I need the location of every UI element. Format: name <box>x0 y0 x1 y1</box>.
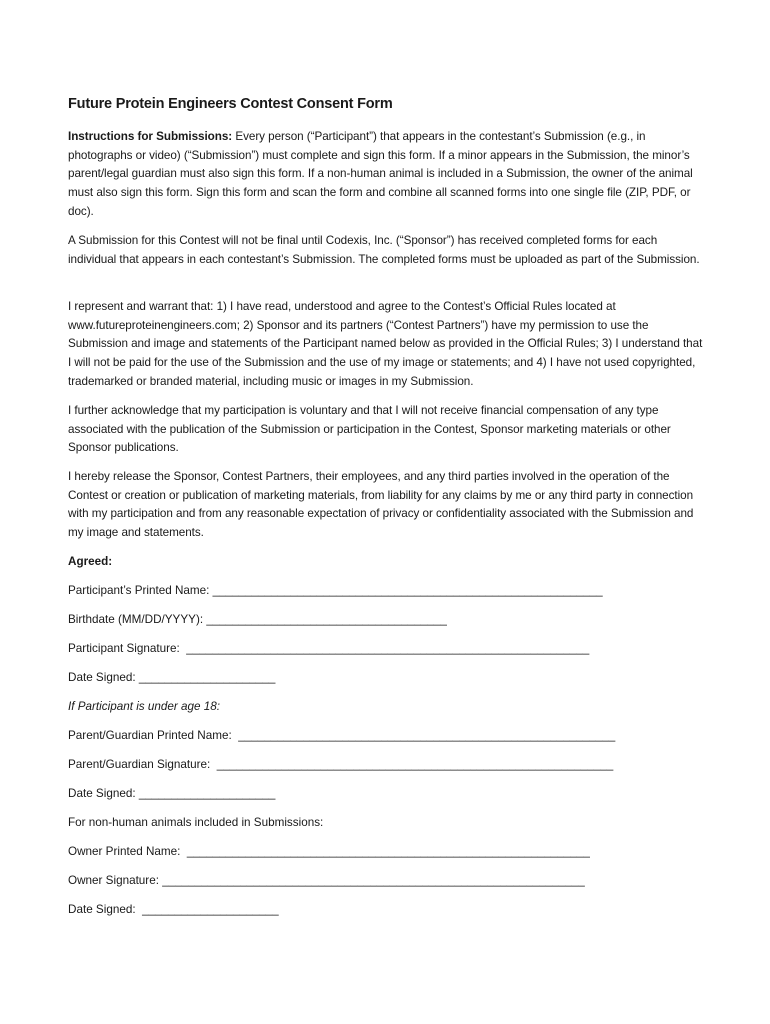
acknowledgement-paragraph: I further acknowledge that my participation is voluntary and that I will not receive financial compensation of any type associated with the publication of the Submission or participation in the Contest, Sponsor marketing materials or other Sponsor publications. <box>68 404 671 455</box>
owner-name-field[interactable]: Owner Printed Name: ______________________________________________________________ <box>68 845 590 858</box>
guardian-name-field[interactable]: Parent/Guardian Printed Name: __________________________________________________________ <box>68 729 616 742</box>
owner-date-signed-field[interactable]: Date Signed: _____________________ <box>68 903 279 916</box>
instructions-paragraph <box>68 128 708 222</box>
instructions-label: Instructions for Submissions: <box>68 130 233 143</box>
guardian-signature-field[interactable]: Parent/Guardian Signature: _____________________________________________________________ <box>68 758 614 771</box>
warranty-paragraph: I represent and warrant that: 1) I have read, understood and agree to the Contest’s Official Rules located at www.futureproteinengineers.com; 2) Sponsor and its partners (“Contest Partners”) have my permission to use the Submission and image and statements of the Participant named below as provided in the Official Rules; 3) I understand that I will not be paid for the use of the Submission and the use of my image or statements; and 4) I have not used copyrighted, trademarked or branded material, including music or images in my Submission. <box>68 300 703 388</box>
date-signed-field[interactable]: Date Signed: _____________________ <box>68 671 276 684</box>
under-18-heading: If Participant is under age 18: <box>68 700 221 713</box>
agreed-label: Agreed: <box>68 555 113 568</box>
guardian-date-signed-field[interactable]: Date Signed: _____________________ <box>68 787 276 800</box>
instructions-text: Every person (“Participant”) that appears in the contestant’s Submission (e.g., in photographs or video) (“Submission”) must complete and sign this form. If a minor appears in the Submission, the minor’s parent/legal guardian must also sign this form. If a non-human animal is included in a Submission, the owner of the animal must also sign this form. Sign this form and scan the form and combine all scanned forms into one single file (ZIP, PDF, or doc). <box>68 130 693 218</box>
release-paragraph: I hereby release the Sponsor, Contest Partners, their employees, and any third parties involved in the operation of the Contest or creation or publication of marketing materials, from liability for any claims by me or any third party in connection with my participation and from any reasonable expectation of privacy or confidentiality associated with the Submission and my image and statements. <box>68 470 694 540</box>
form-title: Future Protein Engineers Contest Consent Form <box>68 96 393 112</box>
participant-signature-field[interactable]: Participant Signature: ______________________________________________________________ <box>68 642 590 655</box>
owner-signature-field[interactable]: Owner Signature: _________________________________________________________________ <box>68 874 585 887</box>
finality-paragraph: A Submission for this Contest will not be final until Codexis, Inc. (“Sponsor”) has received completed forms for each individual that appears in each contestant’s Submission. The completed forms must be uploaded as part of the Submission. <box>68 234 700 266</box>
birthdate-field[interactable]: Birthdate (MM/DD/YYYY): _____________________________________ <box>68 613 447 626</box>
animals-heading: For non-human animals included in Submissions: <box>68 816 324 829</box>
participant-name-field[interactable]: Participant’s Printed Name: ____________________________________________________________ <box>68 584 603 597</box>
